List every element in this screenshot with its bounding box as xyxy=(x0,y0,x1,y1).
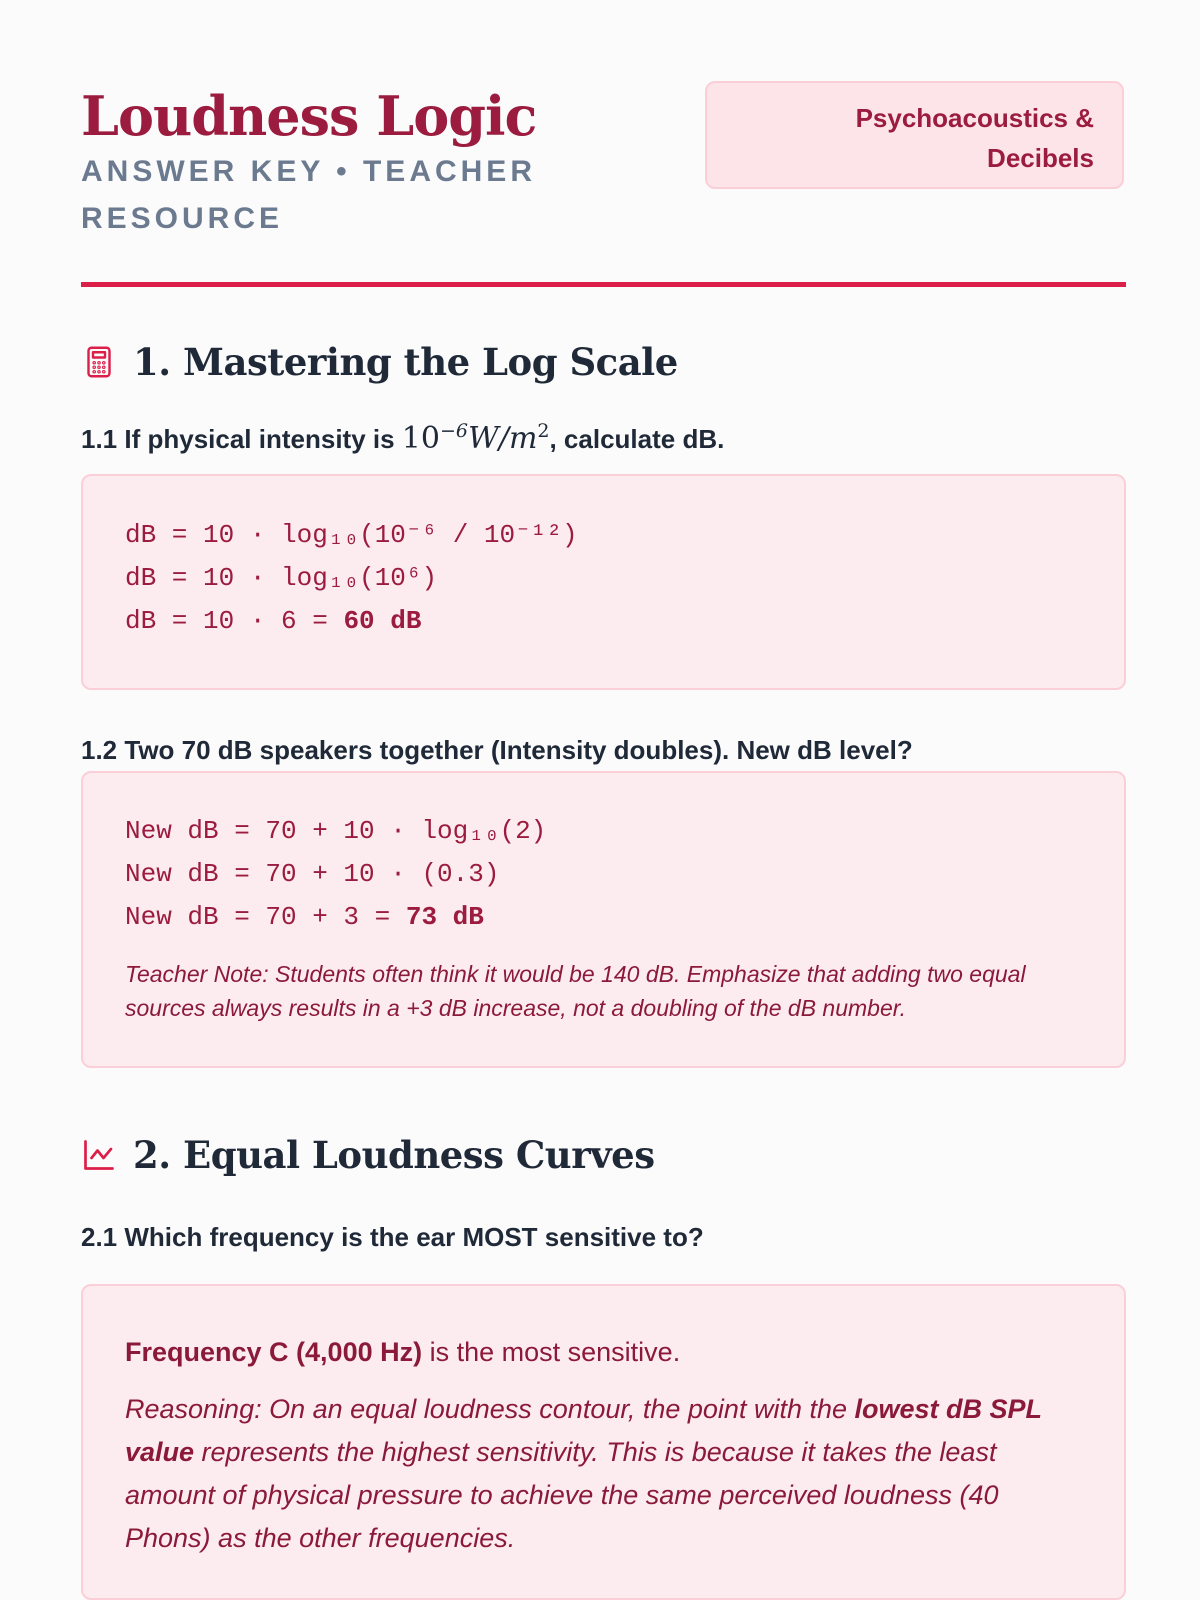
question-1-1-prefix: 1.1 If physical intensity is xyxy=(81,424,402,454)
answer-statement: Frequency C (4,000 Hz) is the most sensitive. xyxy=(125,1337,681,1367)
section-1-title: 1. Mastering the Log Scale xyxy=(133,340,678,384)
calculator-icon xyxy=(81,344,117,380)
line-chart-icon xyxy=(81,1137,117,1173)
calc-line: New dB = 70 + 10 · (0.3) xyxy=(125,859,500,889)
answer-value: 73 dB xyxy=(405,902,484,932)
section-1-heading xyxy=(81,340,678,384)
calc-line: dB = 10 · log₁₀(10⁶) xyxy=(125,563,438,593)
section-2-title: 2. Equal Loudness Curves xyxy=(133,1133,655,1177)
answer-box-1-1 xyxy=(81,474,1126,690)
answer-value: Frequency C (4,000 Hz) xyxy=(125,1337,423,1367)
answer-box-1-2 xyxy=(81,771,1126,1068)
question-1-1-suffix: , calculate dB. xyxy=(549,424,725,454)
calc-line: New dB = 70 + 10 · log₁₀(2) xyxy=(125,816,547,846)
question-1-2: 1.2 Two 70 dB speakers together (Intensity doubles). New dB level? xyxy=(81,735,913,765)
calc-line-result: New dB = 70 + 3 = 73 dB xyxy=(125,902,484,932)
calc-line-result: dB = 10 · 6 = 60 dB xyxy=(125,606,422,636)
answer-value: 60 dB xyxy=(343,606,422,636)
page-title: Loudness Logic xyxy=(81,84,537,148)
question-1-1 xyxy=(81,420,724,456)
reasoning-text: Reasoning: On an equal loudness contour, the point with the lowest dB SPL value represents the highest sensitivity. This is because it takes the least amount of physical pressure to achieve the same perceived loudness (40 Phons) as the other frequencies. xyxy=(125,1394,1042,1553)
answer-box-2-1 xyxy=(81,1284,1126,1600)
question-2-1: 2.1 Which frequency is the ear MOST sensitive to? xyxy=(81,1222,704,1252)
calc-line: dB = 10 · log₁₀(10⁻⁶ / 10⁻¹²) xyxy=(125,520,578,550)
section-2-heading xyxy=(81,1133,655,1177)
header xyxy=(81,0,1126,290)
teacher-note: Teacher Note: Students often think it would be 140 dB. Emphasize that adding two equal sources always results in a +3 dB increase, not a doubling of the dB number. xyxy=(125,961,1026,1021)
intensity-formula: $10^{-6}W/m^2$ xyxy=(401,420,550,456)
header-divider xyxy=(81,282,1126,287)
worksheet-page xyxy=(81,0,1126,1553)
topic-badge: Psychoacoustics & Decibels xyxy=(705,81,1124,189)
page-subtitle: ANSWER KEY • TEACHER RESOURCE xyxy=(81,155,536,235)
